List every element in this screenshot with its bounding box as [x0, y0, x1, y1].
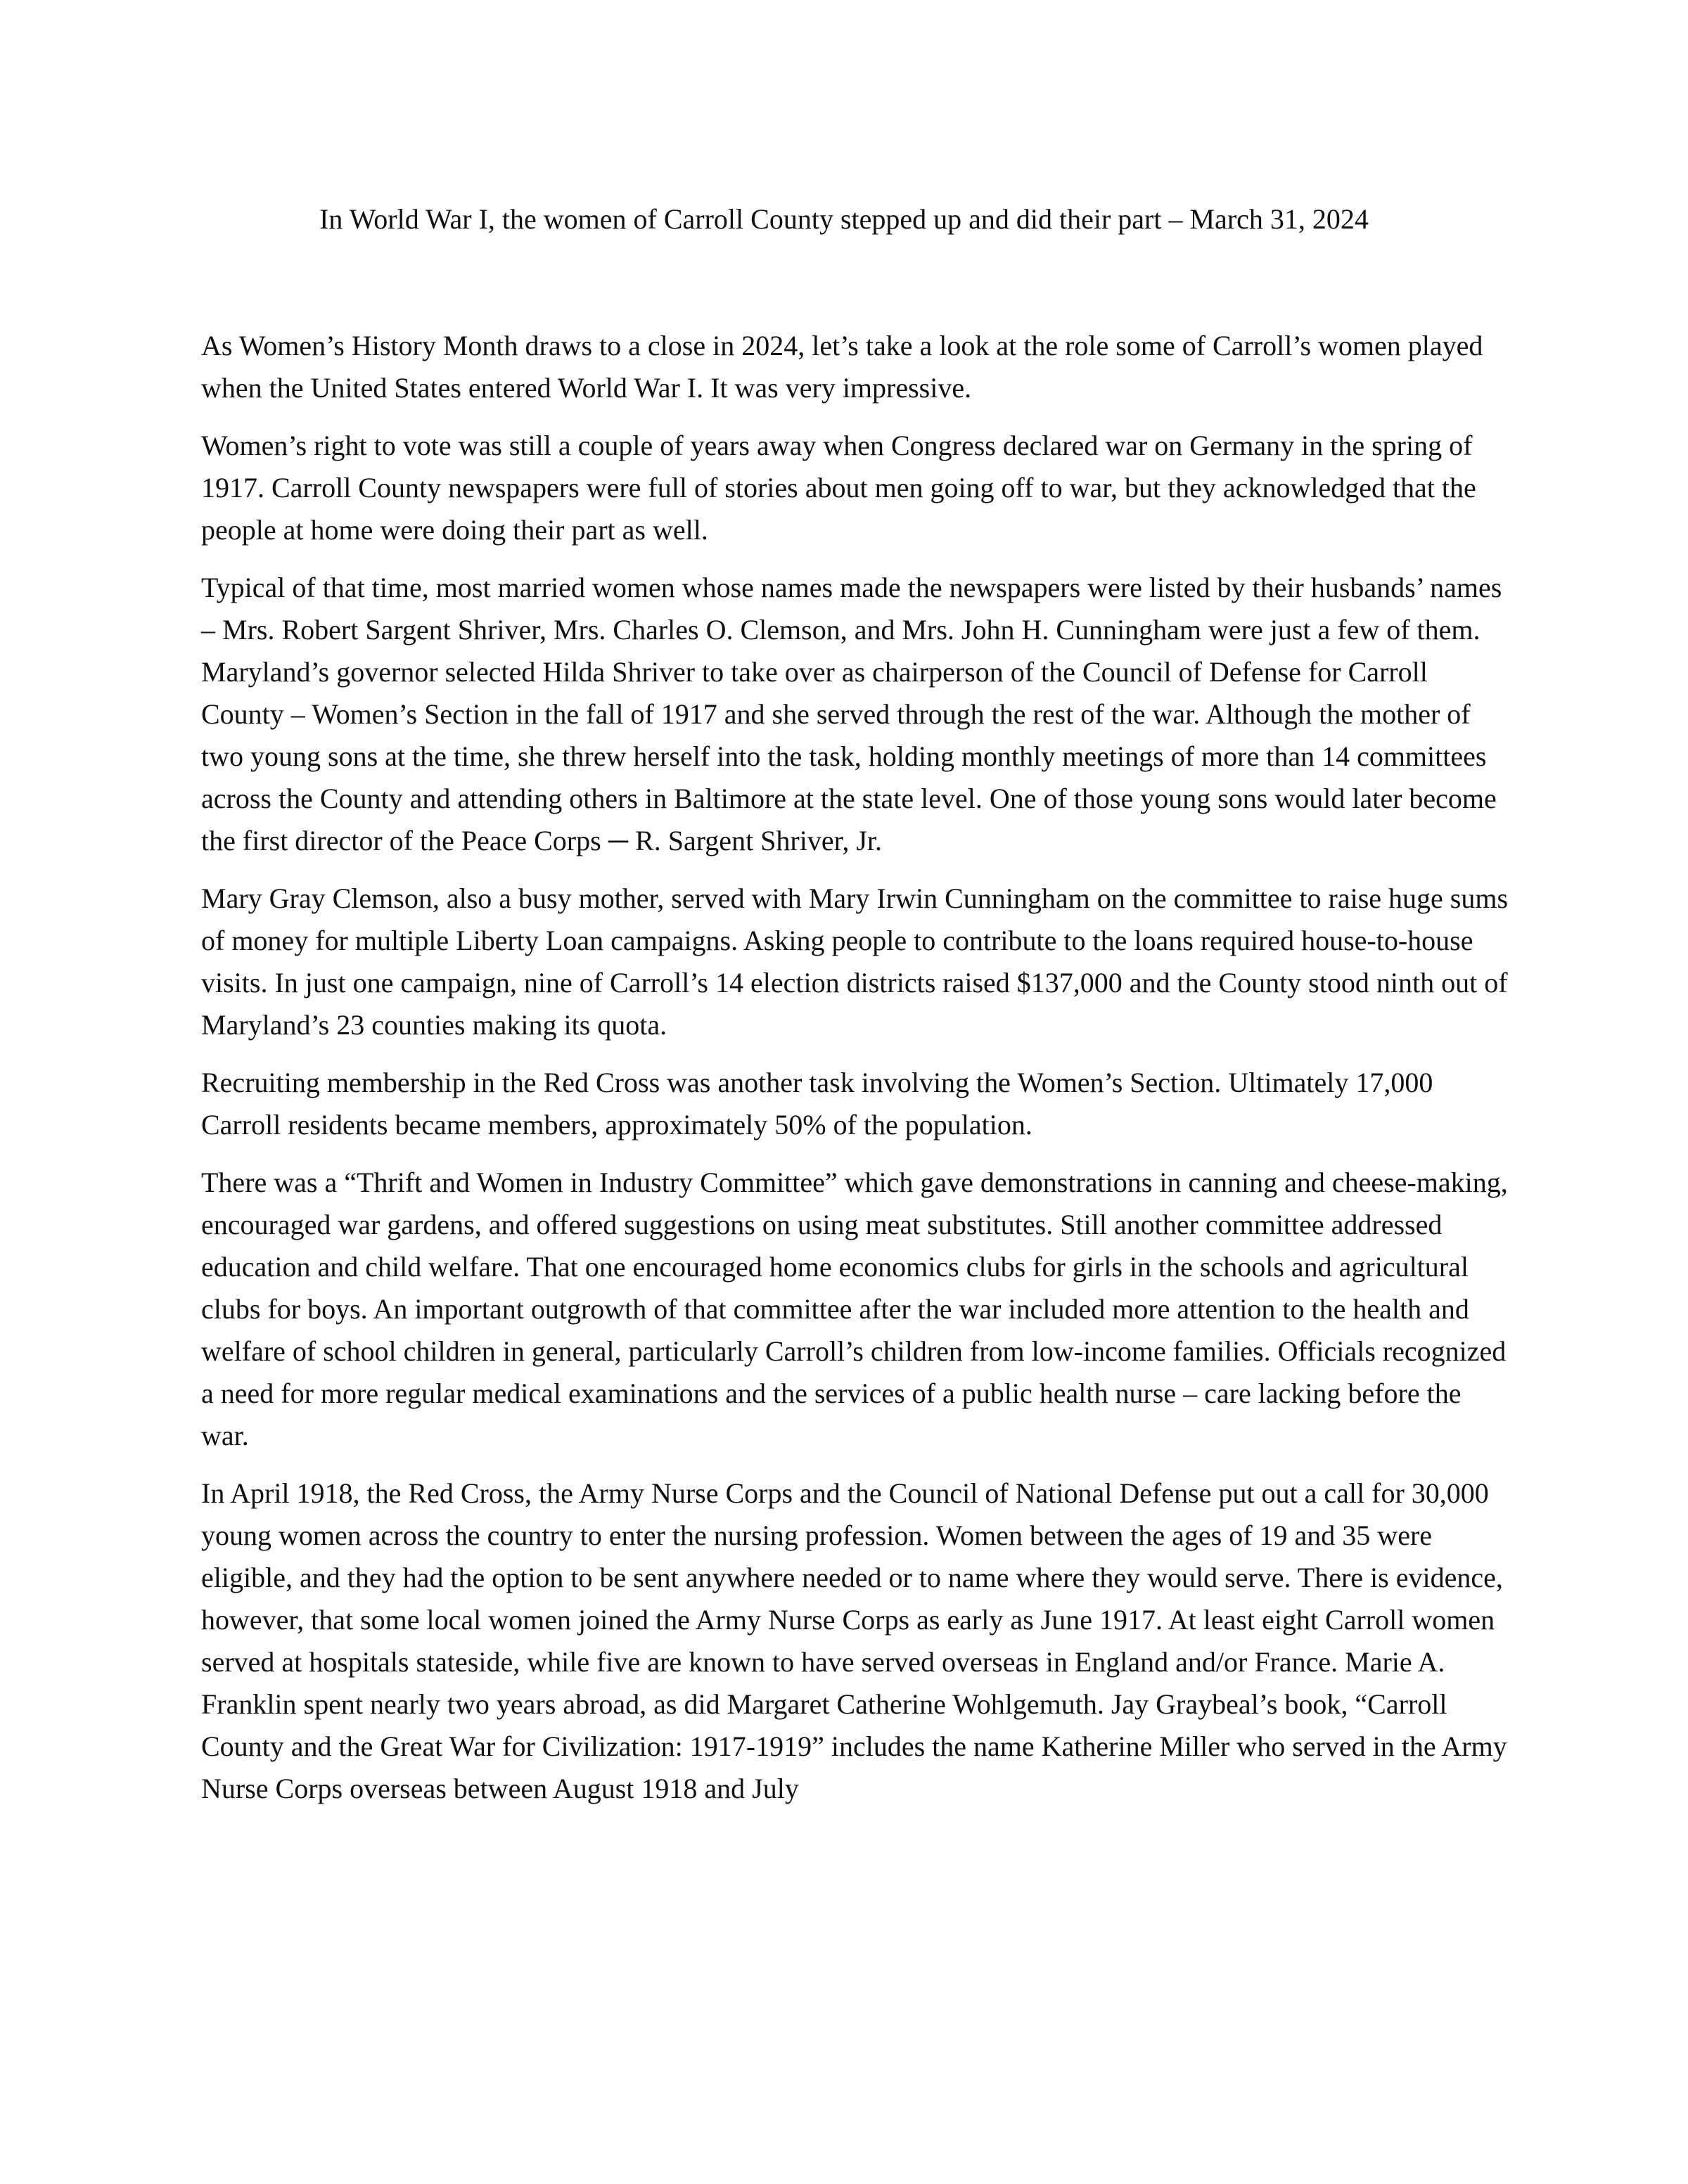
- paragraph-right-to-vote: Women’s right to vote was still a couple of years away when Congress declared war on Germany in the spring of 1917. Carroll County newspapers were full of stories about men going off to war, but they acknowledged that the people at home were doing their part as well.: [201, 430, 1476, 546]
- article-title: In World War I, the women of Carroll County stepped up and did their part – March 31, 2024: [319, 203, 1369, 235]
- paragraph-army-nurse-corps: In April 1918, the Red Cross, the Army Nurse Corps and the Council of National Defense put out a call for 30,000 young women across the country to enter the nursing profession. Women between the ages of 19 and 35 were eligible, and they had the option to be sent anywhere needed or to name where they would serve. There is evidence, however, that some local women joined the Army Nurse Corps as early as June 1917. At least eight Carroll women served at hospitals stateside, while five are known to have served overseas in England and/or France. Marie A. Franklin spent nearly two years abroad, as did Margaret Catherine Wohlgemuth. Jay Graybeal’s book, “Carroll County and the Great War for Civilization: 1917-1919” includes the name Katherine Miller who served in the Army Nurse Corps overseas between August 1918 and July: [201, 1477, 1507, 1804]
- paragraph-red-cross: Recruiting membership in the Red Cross was another task involving the Women’s Section. Ultimately 17,000 Carroll residents became members, approximately 50% of the population.: [201, 1067, 1433, 1141]
- paragraph-intro: As Women’s History Month draws to a close in 2024, let’s take a look at the role some of Carroll’s women played when the United States entered World War I. It was very impressive.: [201, 330, 1483, 404]
- paragraph-council-of-defense: Typical of that time, most married women whose names made the newspapers were listed by their husbands’ names – Mrs. Robert Sargent Shriver, Mrs. Charles O. Clemson, and Mrs. John H. Cunningham were just a few of them. Maryland’s governor selected Hilda Shriver to take over as chairperson of the Council of Defense for Carroll County – Women’s Section in the fall of 1917 and she served through the rest of the war. Although the mother of two young sons at the time, she threw herself into the task, holding monthly meetings of more than 14 committees across the County and attending others in Baltimore at the state level. One of those young sons would later become the first director of the Peace Corps ─ R. Sargent Shriver, Jr.: [201, 572, 1502, 856]
- paragraph-thrift-committee: There was a “Thrift and Women in Industry Committee” which gave demonstrations in canning and cheese-making, encouraged war gardens, and offered suggestions on using meat substitutes. Still another committee addressed education and child welfare. That one encouraged home economics clubs for girls in the schools and agricultural clubs for boys. An important outgrowth of that committee after the war included more attention to the health and welfare of school children in general, particularly Carroll’s children from low-income families. Officials recognized a need for more regular medical examinations and the services of a public health nurse – care lacking before the war.: [201, 1167, 1508, 1451]
- article-body: [201, 325, 1509, 1825]
- paragraph-liberty-loans: Mary Gray Clemson, also a busy mother, served with Mary Irwin Cunningham on the committee to raise huge sums of money for multiple Liberty Loan campaigns. Asking people to contribute to the loans required house-to-house visits. In just one campaign, nine of Carroll’s 14 election districts raised $137,000 and the County stood ninth out of Maryland’s 23 counties making its quota.: [201, 882, 1509, 1041]
